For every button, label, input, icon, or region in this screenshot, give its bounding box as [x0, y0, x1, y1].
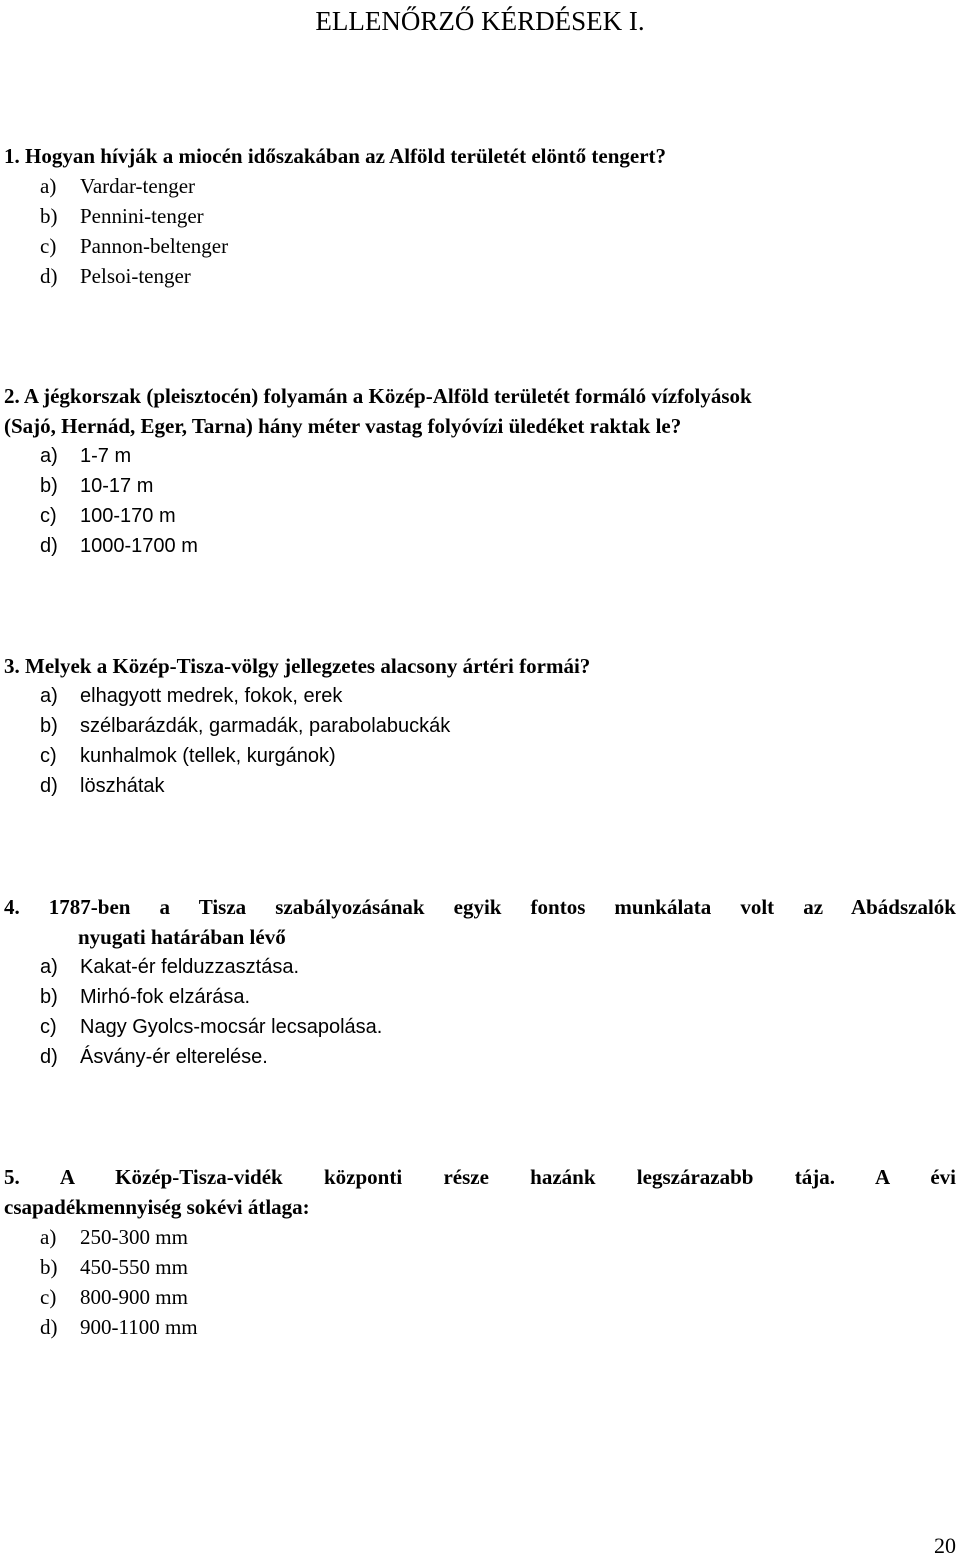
question-4-option-b — [40, 982, 250, 1012]
option-text: elhagyott medrek, fokok, erek — [80, 685, 343, 707]
question-4-option-c — [40, 1012, 382, 1042]
question-1-text: 1. Hogyan hívják a miocén időszakában az Alföld területét elöntő tengert? — [4, 144, 667, 168]
option-text: 10-17 m — [80, 475, 154, 497]
question-2-text — [4, 381, 956, 441]
option-letter: d) — [40, 775, 58, 797]
question-5-option-d — [40, 1312, 198, 1342]
question-3-option-d — [40, 771, 165, 801]
question-1-option-b — [40, 201, 204, 231]
question-2-option-a — [40, 441, 131, 471]
option-letter: c) — [40, 745, 57, 767]
question-5-line-1: 5. A Közép-Tisza-vidék központi része hazánk legszárazabb tája. A évi — [4, 1165, 956, 1189]
question-1-option-d — [40, 261, 191, 291]
question-3-option-c — [40, 741, 336, 771]
question-5-option-b — [40, 1252, 188, 1282]
page-number: 20 — [934, 1533, 956, 1558]
question-1-option-c — [40, 231, 228, 261]
option-text: 450-550 mm — [80, 1255, 188, 1279]
option-letter: a) — [40, 174, 57, 198]
option-text: 100-170 m — [80, 505, 176, 527]
option-letter: a) — [40, 956, 58, 978]
question-2-option-c — [40, 501, 176, 531]
question-3-text: 3. Melyek a Közép-Tisza-völgy jellegzetes alacsony ártéri formái? — [4, 654, 591, 678]
option-text: 1000-1700 m — [80, 535, 198, 557]
question-4-line-1: 4. 1787-ben a Tisza szabályozásának egyik fontos munkálata volt az Abádszalók — [4, 895, 956, 919]
option-letter: c) — [40, 1016, 57, 1038]
option-letter: b) — [40, 204, 58, 228]
option-letter: a) — [40, 1225, 57, 1249]
question-5-option-a — [40, 1222, 188, 1252]
option-text: Nagy Gyolcs-mocsár lecsapolása. — [80, 1016, 383, 1038]
option-text: Ásvány-ér elterelése. — [80, 1046, 268, 1068]
option-text: 900-1100 mm — [80, 1315, 198, 1339]
option-text: löszhátak — [80, 775, 165, 797]
option-letter: d) — [40, 1315, 58, 1339]
option-text: 1-7 m — [80, 445, 132, 467]
option-letter: c) — [40, 505, 57, 527]
question-2-line-2: (Sajó, Hernád, Eger, Tarna) hány méter vastag folyóvízi üledéket raktak le? — [4, 414, 682, 438]
page-title: ELLENŐRZŐ KÉRDÉSEK I. — [315, 6, 645, 36]
question-4-option-a — [40, 952, 299, 982]
option-text: szélbarázdák, garmadák, parabolabuckák — [80, 715, 451, 737]
question-2-option-b — [40, 471, 153, 501]
question-4-option-d — [40, 1042, 268, 1072]
question-4-text — [4, 892, 956, 952]
question-3-option-a — [40, 681, 342, 711]
option-letter: a) — [40, 685, 58, 707]
option-letter: d) — [40, 1046, 58, 1068]
option-letter: d) — [40, 535, 58, 557]
option-text: 800-900 mm — [80, 1285, 188, 1309]
question-4-line-2: nyugati határában lévő — [78, 925, 286, 949]
question-5-option-c — [40, 1282, 188, 1312]
option-text: Pelsoi-tenger — [80, 264, 191, 288]
option-letter: a) — [40, 445, 58, 467]
question-2-option-d — [40, 531, 198, 561]
option-letter: b) — [40, 1255, 58, 1279]
option-letter: d) — [40, 264, 58, 288]
question-1-option-a — [40, 171, 195, 201]
question-3-option-b — [40, 711, 450, 741]
option-letter: b) — [40, 475, 58, 497]
question-5-text — [4, 1162, 956, 1222]
option-text: Kakat-ér felduzzasztása. — [80, 956, 299, 978]
option-text: 250-300 mm — [80, 1225, 188, 1249]
option-text: Pannon-beltenger — [80, 234, 229, 258]
option-letter: b) — [40, 986, 58, 1008]
option-text: Mirhó-fok elzárása. — [80, 986, 251, 1008]
option-letter: c) — [40, 234, 57, 258]
option-text: Pennini-tenger — [80, 204, 204, 228]
option-letter: b) — [40, 715, 58, 737]
option-letter: c) — [40, 1285, 57, 1309]
option-text: kunhalmok (tellek, kurgánok) — [80, 745, 336, 767]
question-2-line-1: 2. A jégkorszak (pleisztocén) folyamán a Közép-Alföld területét formáló vízfolyások — [4, 384, 752, 408]
option-text: Vardar-tenger — [80, 174, 196, 198]
question-5-line-2: csapadékmennyiség sokévi átlaga: — [4, 1195, 310, 1219]
